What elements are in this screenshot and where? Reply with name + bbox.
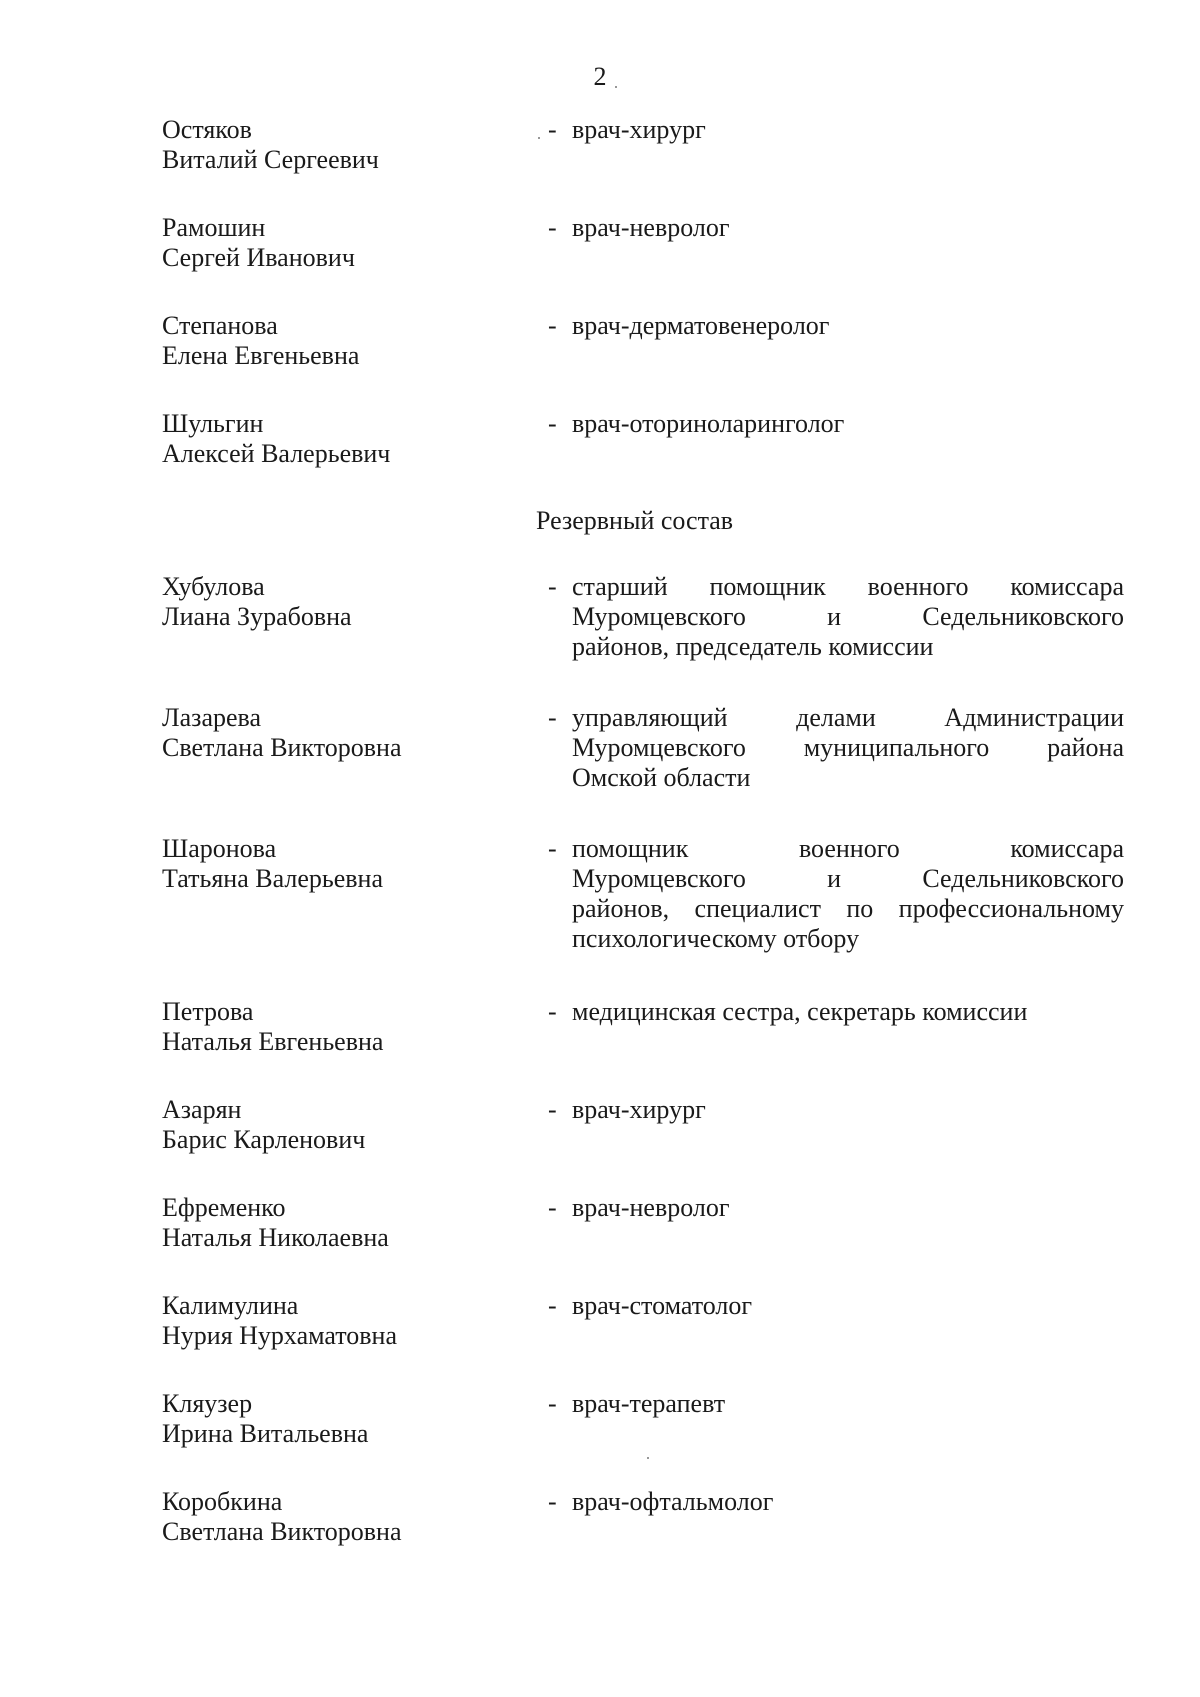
- member-role: [572, 1487, 1124, 1517]
- member-given-names: Наталья Евгеньевна: [162, 1027, 384, 1056]
- role-line: районов, специалист по профессиональному: [572, 894, 1124, 923]
- member-role: [572, 997, 1124, 1027]
- member-name: [162, 1095, 542, 1155]
- role-line: старший помощник военного комиссара: [572, 572, 1124, 601]
- member-name: [162, 115, 542, 175]
- role-line: Муромцевского и Седельниковского: [572, 864, 1124, 893]
- member-surname: Шульгин: [162, 409, 264, 438]
- role-dash: -: [548, 1193, 557, 1222]
- member-surname: Рамошин: [162, 213, 266, 242]
- member-name: [162, 1291, 542, 1351]
- member-name: [162, 572, 542, 632]
- role-line: врач-офтальмолог: [572, 1487, 774, 1516]
- member-surname: Ефременко: [162, 1193, 286, 1222]
- member-surname: Шаронова: [162, 834, 277, 863]
- role-dash: -: [548, 1389, 557, 1418]
- member-name: [162, 213, 542, 273]
- member-name: [162, 409, 542, 469]
- member-name: [162, 1389, 542, 1449]
- role-line: врач-хирург: [572, 115, 706, 144]
- role-dash: -: [548, 115, 557, 144]
- role-line: Муромцевского муниципального района: [572, 733, 1124, 762]
- role-dash: -: [548, 997, 557, 1026]
- member-name: [162, 311, 542, 371]
- role-dash: -: [548, 409, 557, 438]
- role-dash: -: [548, 834, 557, 863]
- member-given-names: Наталья Николаевна: [162, 1223, 389, 1252]
- member-role: [572, 213, 1124, 243]
- member-role: [572, 703, 1124, 793]
- member-given-names: Алексей Валерьевич: [162, 439, 391, 468]
- member-surname: Калимулина: [162, 1291, 299, 1320]
- member-name: [162, 1487, 542, 1547]
- member-given-names: Лиана Зурабовна: [162, 602, 352, 631]
- role-line: врач-терапевт: [572, 1389, 726, 1418]
- member-name: [162, 703, 542, 763]
- member-given-names: Барис Карленович: [162, 1125, 366, 1154]
- role-dash: -: [548, 572, 557, 601]
- role-line: психологическому отбору: [572, 924, 860, 953]
- member-given-names: Татьяна Валерьевна: [162, 864, 383, 893]
- role-dash: -: [548, 1487, 557, 1516]
- member-role: [572, 1389, 1124, 1419]
- member-role: [572, 572, 1124, 662]
- member-given-names: Сергей Иванович: [162, 243, 355, 272]
- role-line: врач-невролог: [572, 213, 730, 242]
- role-line: управляющий делами Администрации: [572, 703, 1124, 732]
- role-dash: -: [548, 1095, 557, 1124]
- member-role: [572, 834, 1124, 954]
- member-given-names: Елена Евгеньевна: [162, 341, 360, 370]
- scan-speck: [647, 1457, 649, 1459]
- role-line: врач-стоматолог: [572, 1291, 753, 1320]
- role-line: помощник военного комиссара: [572, 834, 1124, 863]
- member-name: [162, 834, 542, 894]
- member-name: [162, 997, 542, 1057]
- role-dash: -: [548, 311, 557, 340]
- member-surname: Азарян: [162, 1095, 242, 1124]
- reserve-section-title: Резервный состав: [536, 506, 734, 535]
- member-role: [572, 1193, 1124, 1223]
- role-line: врач-оториноларинголог: [572, 409, 845, 438]
- member-surname: Петрова: [162, 997, 254, 1026]
- role-dash: -: [548, 703, 557, 732]
- member-surname: Кляузер: [162, 1389, 253, 1418]
- member-given-names: Нурия Нурхаматовна: [162, 1321, 398, 1350]
- member-role: [572, 311, 1124, 341]
- role-line: врач-хирург: [572, 1095, 706, 1124]
- member-name: [162, 1193, 542, 1253]
- role-dash: -: [548, 213, 557, 242]
- member-given-names: Светлана Викторовна: [162, 733, 402, 762]
- member-surname: Хубулова: [162, 572, 265, 601]
- member-role: [572, 1095, 1124, 1125]
- scan-speck: [538, 137, 540, 139]
- member-role: [572, 409, 1124, 439]
- member-role: [572, 115, 1124, 145]
- member-surname: Коробкина: [162, 1487, 283, 1516]
- member-role: [572, 1291, 1124, 1321]
- role-line: районов, председатель комиссии: [572, 632, 934, 661]
- role-line: Муромцевского и Седельниковского: [572, 602, 1124, 631]
- member-surname: Остяков: [162, 115, 252, 144]
- role-line: медицинская сестра, секретарь комиссии: [572, 997, 1028, 1026]
- scan-speck: [615, 86, 617, 88]
- member-given-names: Виталий Сергеевич: [162, 145, 379, 174]
- member-surname: Степанова: [162, 311, 278, 340]
- member-given-names: Ирина Витальевна: [162, 1419, 369, 1448]
- member-surname: Лазарева: [162, 703, 261, 732]
- role-line: Омской области: [572, 763, 751, 792]
- role-line: врач-дерматовенеролог: [572, 311, 830, 340]
- page-number: 2: [593, 62, 607, 91]
- role-dash: -: [548, 1291, 557, 1320]
- role-line: врач-невролог: [572, 1193, 730, 1222]
- member-given-names: Светлана Викторовна: [162, 1517, 402, 1546]
